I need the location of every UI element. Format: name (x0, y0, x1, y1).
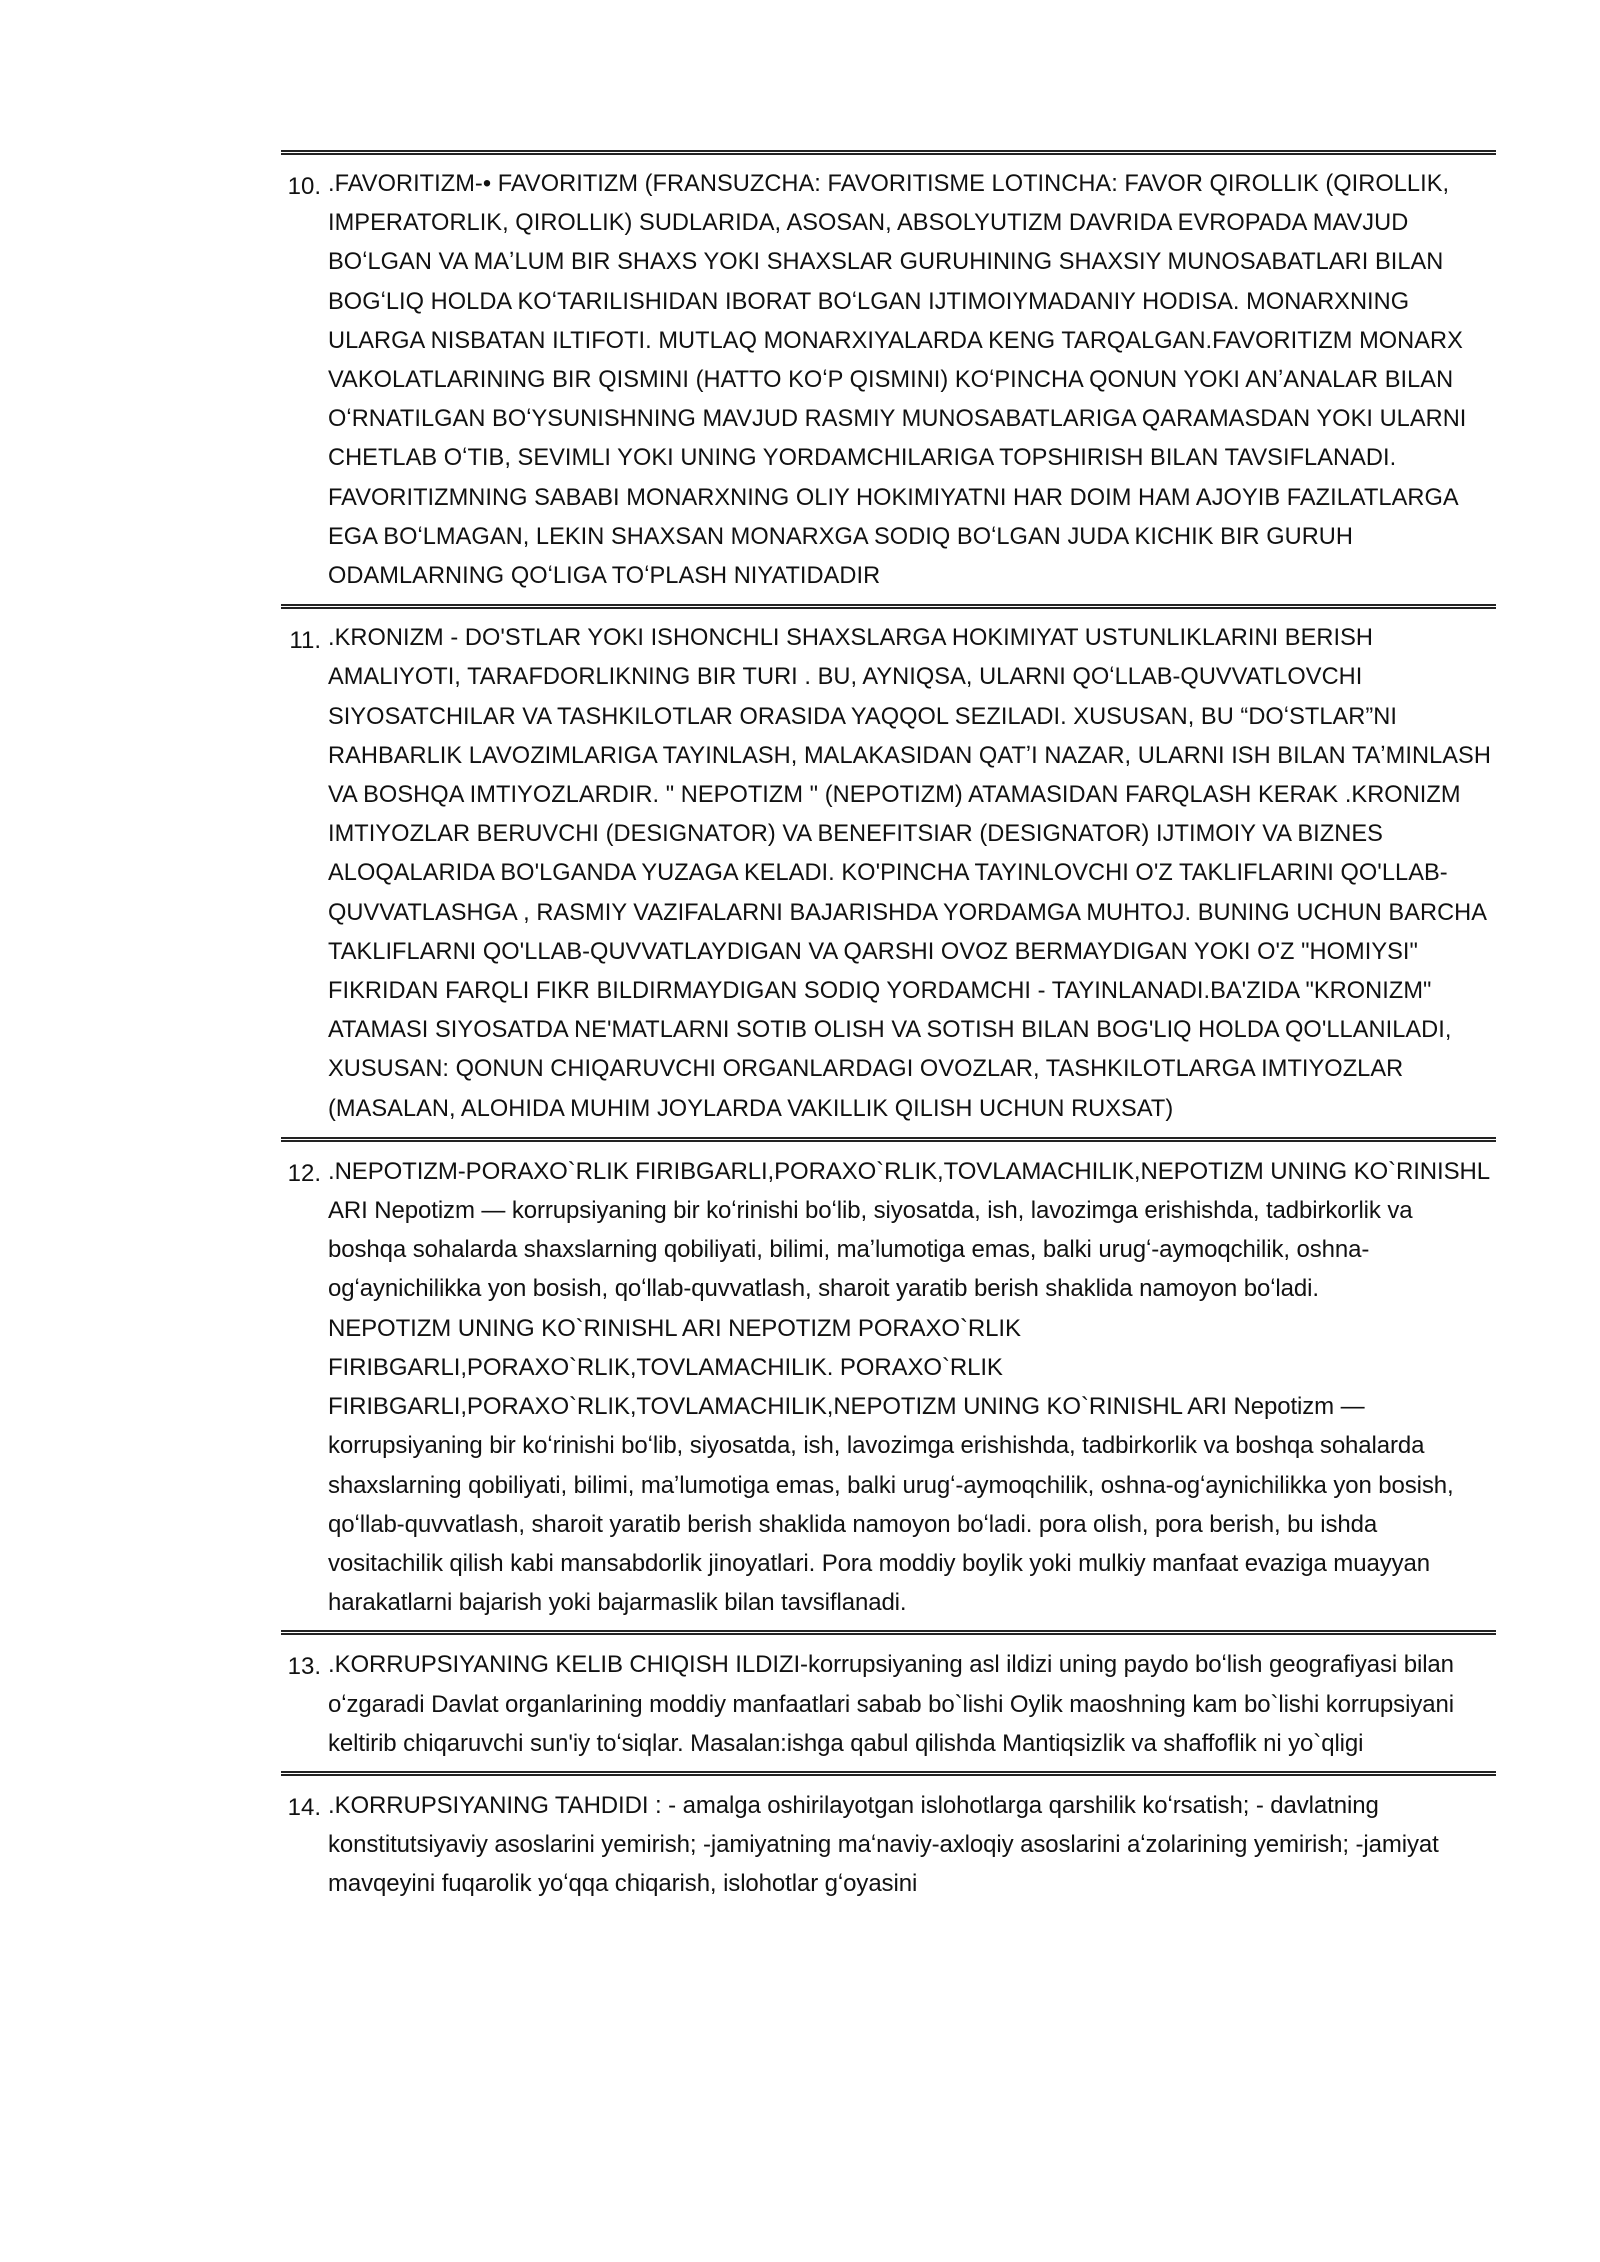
list-item-12 (281, 1137, 1496, 1626)
item-text (328, 1645, 1496, 1763)
item-text (328, 1152, 1496, 1622)
list-item-11 (281, 604, 1496, 1133)
item-paragraph: .KORRUPSIYANING KELIB CHIQISH ILDIZI-korrupsiyaning asl ildizi uning paydo boʻlish geografiyasi bilan oʻzgaradi Davlat organlarining moddiy manfaatlari sabab bo`lishi Oylik maoshning kam bo`lishi korrupsiyani keltirib chiqaruvchi sun'iy toʻsiqlar. Masalan:ishga qabul qilishda Mantiqsizlik va shaffoflik ni yo`qligi (328, 1651, 1454, 1757)
item-paragraph: .KRONIZM - DO'STLAR YOKI ISHONCHLI SHAXSLARGA HOKIMIYAT USTUNLIKLARINI BERISH AMALIYOTI, TARAFDORLIKNING BIR TURI . BU, AYNIQSA, ULARNI QOʻLLAB-QUVVATLOVCHI SIYOSATCHILAR VA TASHKILOTLAR ORASIDA YAQQOL SEZILADI. XUSUSAN, BU “DOʻSTLAR”NI RAHBARLIK LAVOZIMLARIGA TAYINLASH, MALAKASIDAN QATʼI NAZAR, ULARNI ISH BILAN TAʼMINLASH VA BOSHQA IMTIYOZLARDIR. " NEPOTIZM " (NEPOTIZM) ATAMASIDAN FARQLASH KERAK .KRONIZM IMTIYOZLAR BERUVCHI (DESIGNATOR) VA BENEFITSIAR (DESIGNATOR) IJTIMOIY VA BIZNES ALOQALARIDA BO'LGANDA YUZAGA KELADI. KO'PINCHA TAYINLOVCHI O'Z TAKLIFLARINI QO'LLAB-QUVVATLASHGA , RASMIY VAZIFALARNI BAJARISHDA YORDAMGA MUHTOJ. BUNING UCHUN BARCHA TAKLIFLARNI QO'LLAB-QUVVATLAYDIGAN VA QARSHI OVOZ BERMAYDIGAN YOKI O'Z "HOMIYSI" FIKRIDAN FARQLI FIKR BILDIRMAYDIGAN SODIQ YORDAMCHI - TAYINLANADI.BA'ZIDA "KRONIZM" ATAMASI SIYOSATDA NE'MATLARNI SOTIB OLISH VA SOTISH BILAN BOG'LIQ HOLDA QO'LLANILADI, XUSUSAN: QONUN CHIQARUVCHI ORGANLARDAGI OVOZLAR, TASHKILOTLARGA IMTIYOZLAR (MASALAN, ALOHIDA MUHIM JOYLARDA VAKILLIK QILISH UCHUN RUXSAT) (328, 625, 1491, 1122)
item-paragraph: .NEPOTIZM-PORAXO`RLIK FIRIBGARLI,PORAXO`RLIK,TOVLAMACHILIK,NEPOTIZM UNING KO`RINISHL ARI Nepotizm — korrupsiyaning bir koʻrinishi boʻlib, siyosatda, ish, lavozimga erishishda, tadbirkorlik va boshqa sohalarda shaxslarning qobiliyati, bilimi, maʼlumotiga emas, balki urugʻ-aymoqchilik, oshna-ogʻaynichilikka yon bosish, qoʻllab-quvvatlash, sharoit yaratib berish shaklida namoyon boʻladi. (328, 1157, 1490, 1303)
item-paragraph: .FAVORITIZM-• FAVORITIZM (FRANSUZCHA: FAVORITISME LOTINCHA: FAVOR QIROLLIK (QIROLLIK, IMPERATORLIK, QIROLLIK) SUDLARIDA, ASOSAN, ABSOLYUTIZM DAVRIDA EVROPADA MAVJUD BOʻLGAN VA MAʼLUM BIR SHAXS YOKI SHAXSLAR GURUHINING SHAXSIY MUNOSABATLARI BILAN BOGʻLIQ HOLDA KOʻTARILISHIDAN IBORAT BOʻLGAN IJTIMOIYMADANIY HODISA. MONARXNING ULARGA NISBATAN ILTIFOTI. MUTLAQ MONARXIYALARDA KENG TARQALGAN.FAVORITIZM MONARX VAKOLATLARINING BIR QISMINI (HATTO KOʻP QISMINI) KOʻPINCHA QONUN YOKI ANʼANALAR BILAN OʻRNATILGAN BOʻYSUNISHNING MAVJUD RASMIY MUNOSABATLARIGA QARAMASDAN YOKI ULARNI CHETLAB OʻTIB, SEVIMLI YOKI UNING YORDAMCHILARIGA TOPSHIRISH BILAN TAVSIFLANADI. FAVORITIZMNING SABABI MONARXNING OLIY HOKIMIYATNI HAR DOIM HAM AJOYIB FAZILATLARGA EGA BOʻLMAGAN, LEKIN SHAXSAN MONARXGA SODIQ BOʻLGAN JUDA KICHIK BIR GURUH ODAMLARNING QOʻLIGA TOʻPLASH NIYATIDADIR (328, 171, 1467, 590)
item-number: 14. (287, 1793, 321, 1821)
item-paragraph: .KORRUPSIYANING TAHDIDI : - amalga oshirilayotgan islohotlarga qarshilik koʻrsatish; - davlatning konstitutsiyaviy asoslarini yemirish; -jamiyatning maʻnaviy-axloqiy asoslarini aʻzolarining yemirish; -jamiyat mavqeyini fuqarolik yoʻqqa chiqarish, islohotlar gʻoyasini (328, 1791, 1439, 1898)
item-number: 12. (287, 1159, 321, 1187)
list-item-14 (281, 1771, 1496, 1908)
item-text (328, 619, 1496, 1129)
item-paragraph: NEPOTIZM UNING KO`RINISHL ARI NEPOTIZM PORAXO`RLIK FIRIBGARLI,PORAXO`RLIK,TOVLAMACHILIK. PORAXO`RLIK FIRIBGARLI,PORAXO`RLIK,TOVLAMACHILIK,NEPOTIZM UNING KO`RINISHL ARI Nepotizm — korrupsiyaning bir koʻrinishi boʻlib, siyosatda, ish, lavozimga erishishda, tadbirkorlik va boshqa sohalarda shaxslarning qobiliyati, bilimi, maʼlumotiga emas, balki urugʻ-aymoqchilik, oshna-ogʻaynichilikka yon bosish, qoʻllab-quvvatlash, sharoit yaratib berish shaklida namoyon boʻladi. pora olish, pora berish, bu ishda vositachilik qilish kabi mansabdorlik jinoyatlari. Pora moddiy boylik yoki mulkiy manfaat evaziga muayyan harakatlarni bajarish yoki bajarmaslik bilan tavsiflanadi. (328, 1314, 1454, 1617)
item-text (328, 1786, 1496, 1904)
document-page (281, 150, 1496, 1908)
item-number: 10. (287, 173, 321, 200)
item-number: 11. (289, 627, 321, 655)
item-number: 13. (287, 1653, 321, 1681)
list-item-10 (281, 150, 1496, 600)
item-text (328, 165, 1496, 596)
list-item-13 (281, 1630, 1496, 1767)
